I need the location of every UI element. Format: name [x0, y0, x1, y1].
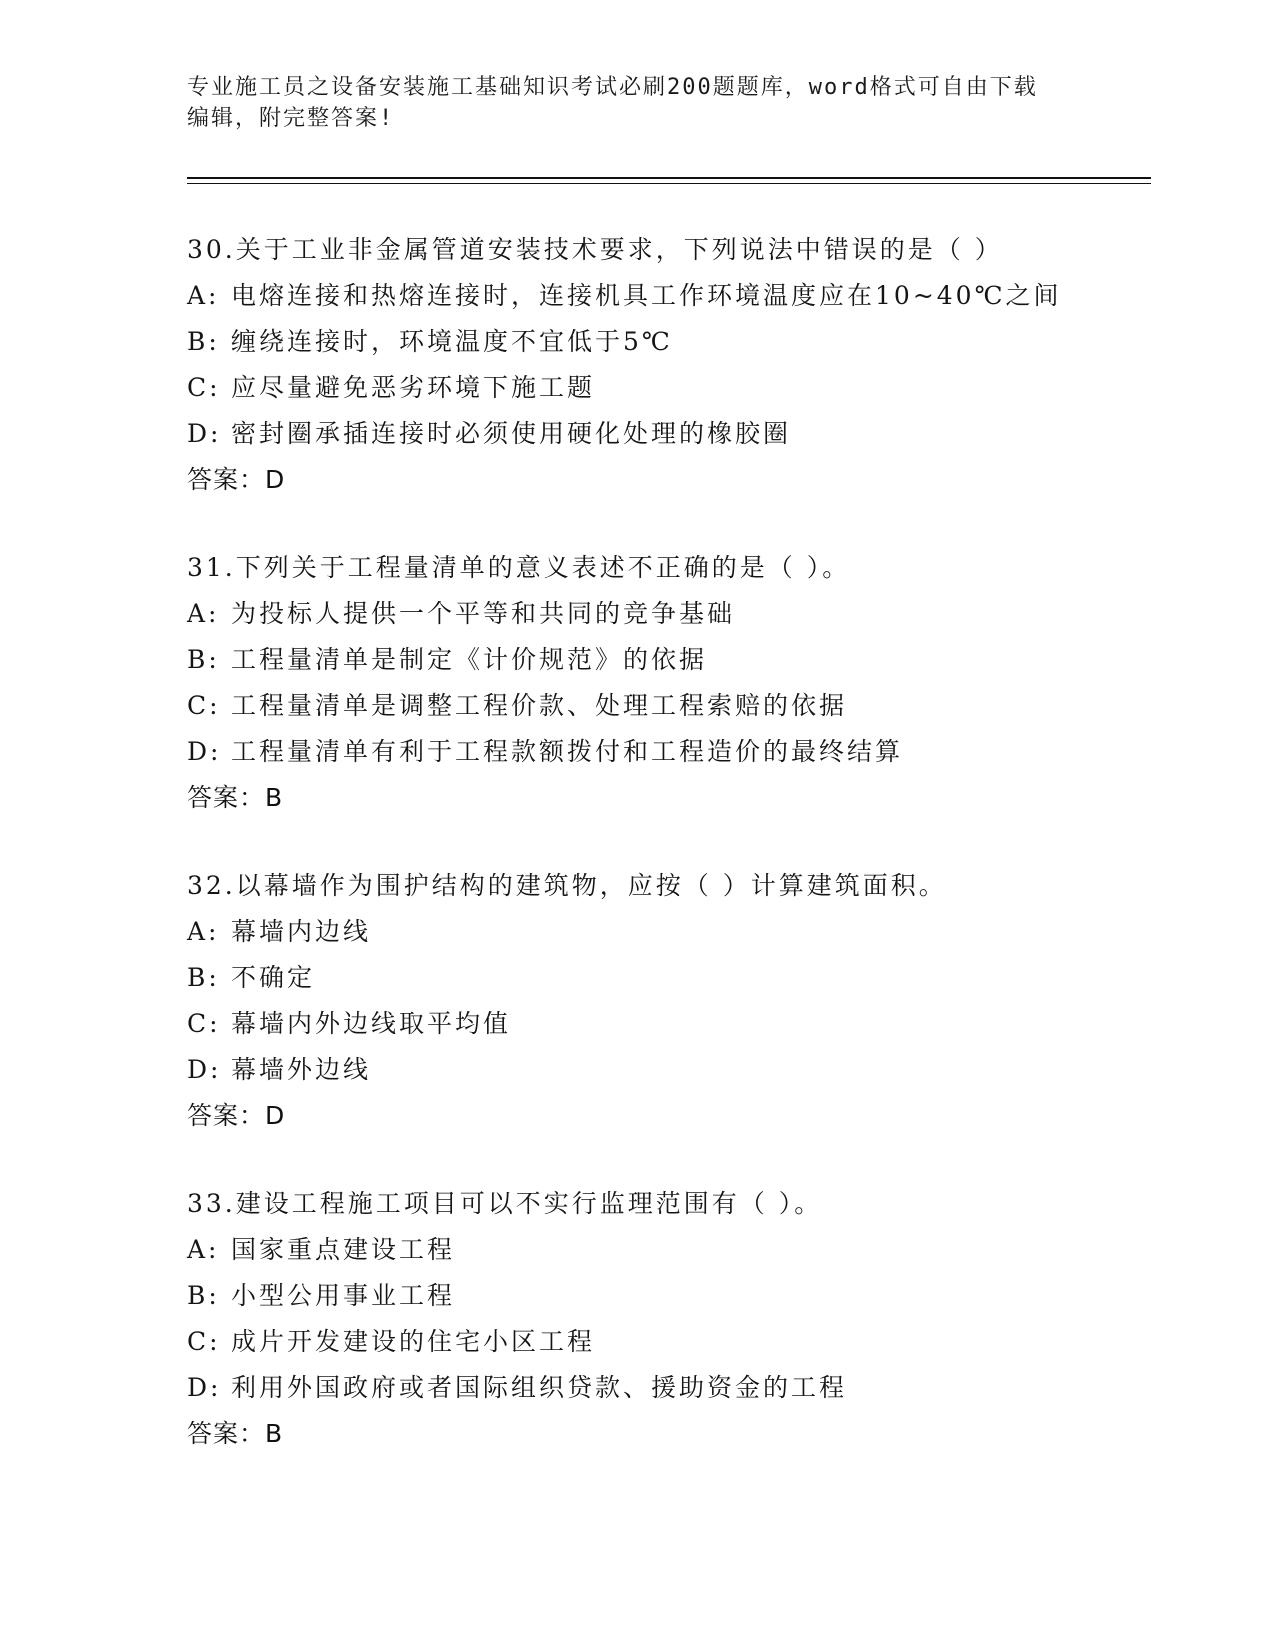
option-letter: C: [187, 691, 221, 720]
option-letter: D: [187, 1373, 222, 1402]
question-33 [187, 1181, 1137, 1457]
option-text: 工程量清单是调整工程价款、处理工程索赔的依据 [231, 691, 848, 720]
option-text: 不确定 [231, 963, 316, 992]
option-text: 幕墙外边线 [231, 1055, 372, 1084]
option-text: 应尽量避免恶劣环境下施工题 [231, 373, 596, 402]
option-text: 国家重点建设工程 [231, 1235, 456, 1264]
option-c [187, 1001, 1137, 1047]
document-header [187, 72, 1067, 134]
option-a [187, 273, 1137, 319]
option-text: 工程量清单有利于工程款额拨付和工程造价的最终结算 [231, 737, 904, 766]
answer-label: 答案：B [187, 1419, 284, 1448]
option-c [187, 683, 1137, 729]
option-d [187, 411, 1137, 457]
option-letter: C: [187, 1009, 221, 1038]
option-text: 密封圈承插连接时必须使用硬化处理的橡胶圈 [231, 419, 792, 448]
option-letter: D: [187, 1055, 222, 1084]
option-text: 小型公用事业工程 [231, 1281, 456, 1310]
option-letter: A: [187, 599, 220, 628]
option-text: 缠绕连接时，环境温度不宜低于5℃ [231, 327, 673, 356]
option-letter: D: [187, 737, 222, 766]
question-stem: 30.关于工业非金属管道安装技术要求，下列说法中错误的是（ ） [187, 235, 1003, 264]
answer-label: 答案：D [187, 1101, 286, 1130]
option-text: 幕墙内外边线取平均值 [231, 1009, 512, 1038]
question-stem: 32.以幕墙作为围护结构的建筑物，应按（ ）计算建筑面积。 [187, 871, 947, 900]
option-letter: C: [187, 373, 221, 402]
option-c [187, 365, 1137, 411]
question-31 [187, 545, 1137, 821]
option-letter: D: [187, 419, 222, 448]
option-text: 为投标人提供一个平等和共同的竞争基础 [231, 599, 736, 628]
option-a [187, 591, 1137, 637]
option-b [187, 955, 1137, 1001]
answer-label: 答案：B [187, 783, 284, 812]
option-letter: B: [187, 963, 220, 992]
option-d [187, 1365, 1137, 1411]
option-b [187, 319, 1137, 365]
header-line-1: 专业施工员之设备安装施工基础知识考试必刷200题题库，word格式可自由下载 [187, 75, 1038, 100]
header-divider-thin [187, 183, 1151, 184]
option-b [187, 1273, 1137, 1319]
option-letter: B: [187, 645, 220, 674]
option-d [187, 1047, 1137, 1093]
option-a [187, 1227, 1137, 1273]
question-stem: 33.建设工程施工项目可以不实行监理范围有（ ）。 [187, 1189, 823, 1218]
option-text: 成片开发建设的住宅小区工程 [231, 1327, 596, 1356]
question-32 [187, 863, 1137, 1139]
option-text: 电熔连接和热熔连接时，连接机具工作环境温度应在10~40℃之间 [231, 281, 1062, 310]
option-b [187, 637, 1137, 683]
option-text: 工程量清单是制定《计价规范》的依据 [231, 645, 708, 674]
header-divider-thick [187, 177, 1151, 179]
question-stem: 31.下列关于工程量清单的意义表述不正确的是（ ）。 [187, 553, 851, 582]
option-letter: B: [187, 327, 220, 356]
option-letter: A: [187, 917, 220, 946]
option-text: 利用外国政府或者国际组织贷款、援助资金的工程 [231, 1373, 848, 1402]
option-text: 幕墙内边线 [231, 917, 372, 946]
answer-label: 答案：D [187, 465, 286, 494]
option-c [187, 1319, 1137, 1365]
option-letter: C: [187, 1327, 221, 1356]
option-letter: A: [187, 1235, 220, 1264]
option-a [187, 909, 1137, 955]
question-30 [187, 227, 1137, 503]
option-d [187, 729, 1137, 775]
option-letter: B: [187, 1281, 220, 1310]
option-letter: A: [187, 281, 220, 310]
header-line-2: 编辑，附完整答案! [187, 106, 395, 131]
